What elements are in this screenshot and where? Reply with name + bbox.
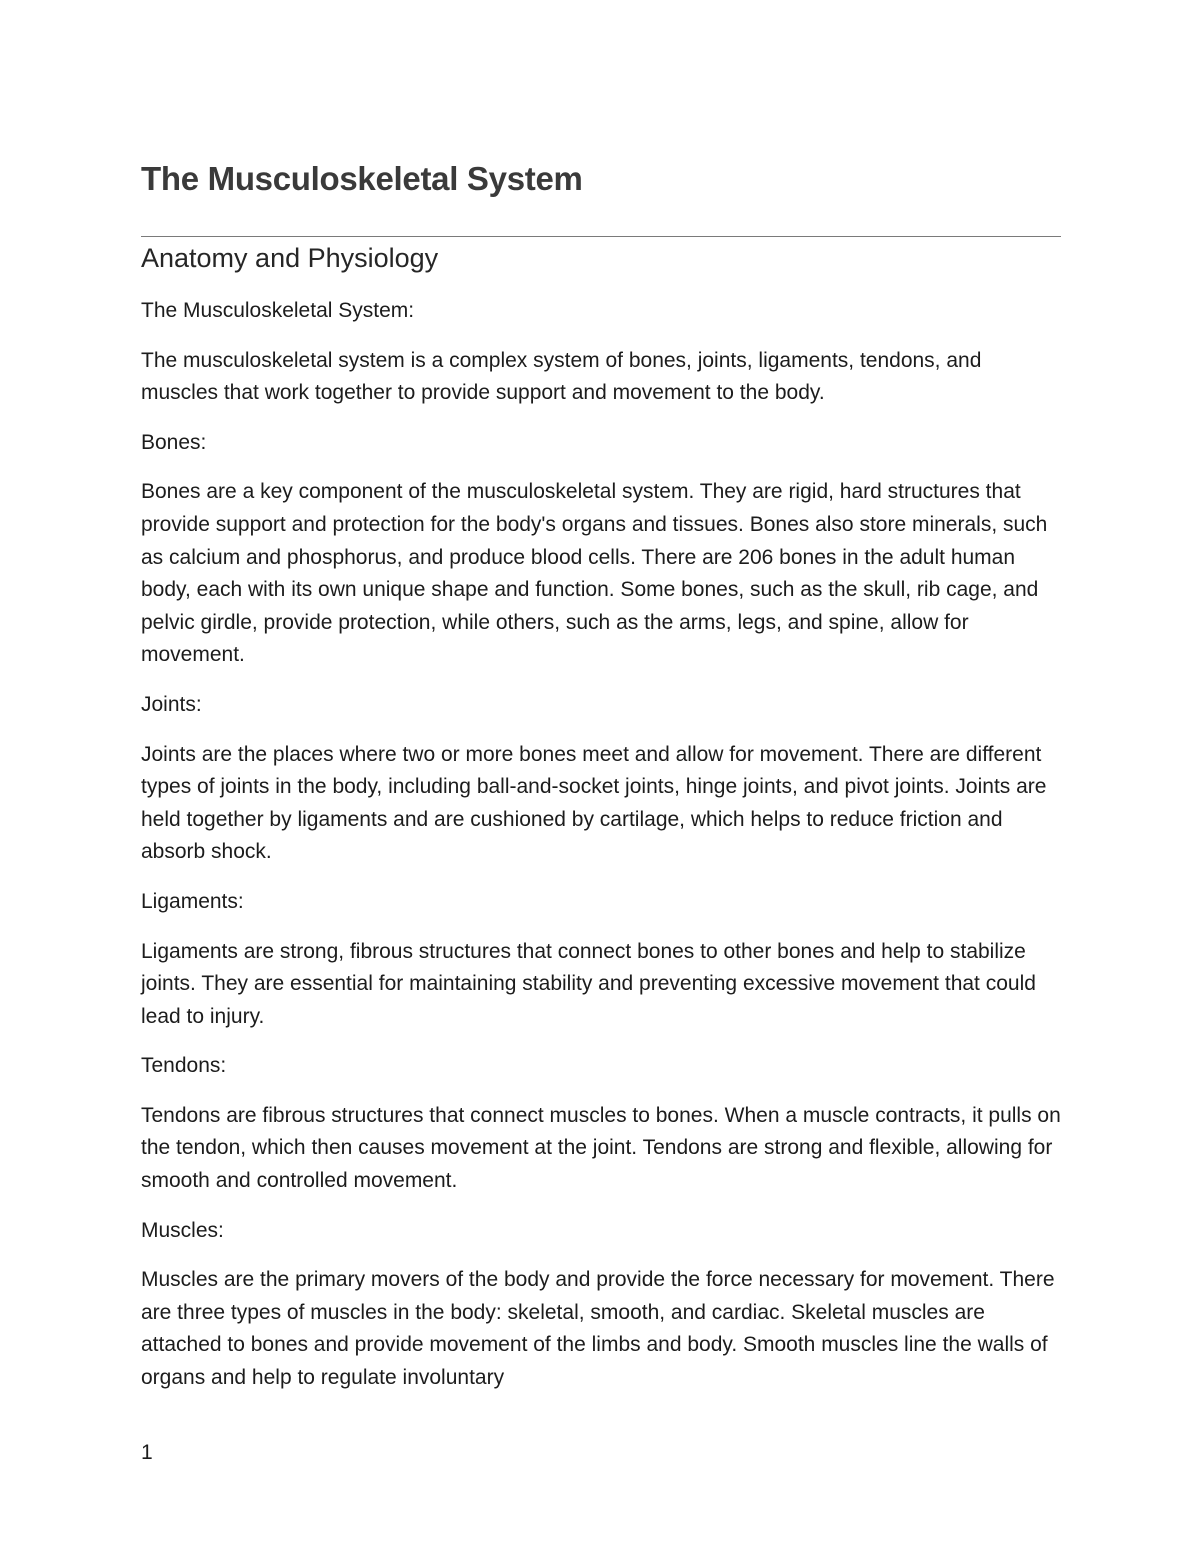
paragraph-overview: The musculoskeletal system is a complex system of bones, joints, ligaments, tendons, and muscles that work together to provide support and movement to the body.: [141, 348, 982, 405]
paragraph-tendons: Tendons are fibrous structures that connect muscles to bones. When a muscle contracts, it pulls on the tendon, which then causes movement at the joint. Tendons are strong and flexible, allowing for smooth and controlled movement.: [141, 1103, 1061, 1193]
section-heading: Anatomy and Physiology: [141, 243, 439, 273]
title-divider: [141, 236, 1061, 237]
document-body: [141, 295, 1061, 1412]
document-title: The Musculoskeletal System: [141, 160, 583, 197]
paragraph-label-muscles: Muscles:: [141, 1218, 224, 1242]
paragraph-muscles: Muscles are the primary movers of the body and provide the force necessary for movement. There are three types of muscles in the body: skeletal, smooth, and cardiac. Skeletal muscles are attached to bones and provide movement of the limbs and body. Smooth muscles line the walls of organs and help to regulate involuntary: [141, 1268, 1055, 1390]
paragraph-bones: Bones are a key component of the musculoskeletal system. They are rigid, hard structures that provide support and protection for the body's organs and tissues. Bones also store minerals, such as calcium and phosphorus, and produce blood cells. There are 206 bones in the adult human body, each with its own unique shape and function. Some bones, such as the skull, rib cage, and pelvic girdle, provide protection, while others, such as the arms, legs, and spine, allow for movement.: [141, 480, 1048, 667]
paragraph-ligaments: Ligaments are strong, fibrous structures that connect bones to other bones and help to stabilize joints. They are essential for maintaining stability and preventing excessive movement that could lead to injury.: [141, 939, 1036, 1028]
paragraph-label-tendons: Tendons:: [141, 1054, 227, 1078]
paragraph-label-overview: The Musculoskeletal System:: [141, 299, 415, 322]
paragraph-label-joints: Joints:: [141, 692, 202, 716]
document-page: [141, 0, 1061, 1553]
paragraph-label-bones: Bones:: [141, 430, 207, 454]
paragraph-label-ligaments: Ligaments:: [141, 889, 244, 913]
page-number: 1: [141, 1441, 153, 1464]
paragraph-joints: Joints are the places where two or more bones meet and allow for movement. There are different types of joints in the body, including ball-and-socket joints, hinge joints, and pivot joints. Joints are held together by ligaments and are cushioned by cartilage, which helps to reduce friction and absorb shock.: [141, 742, 1047, 864]
